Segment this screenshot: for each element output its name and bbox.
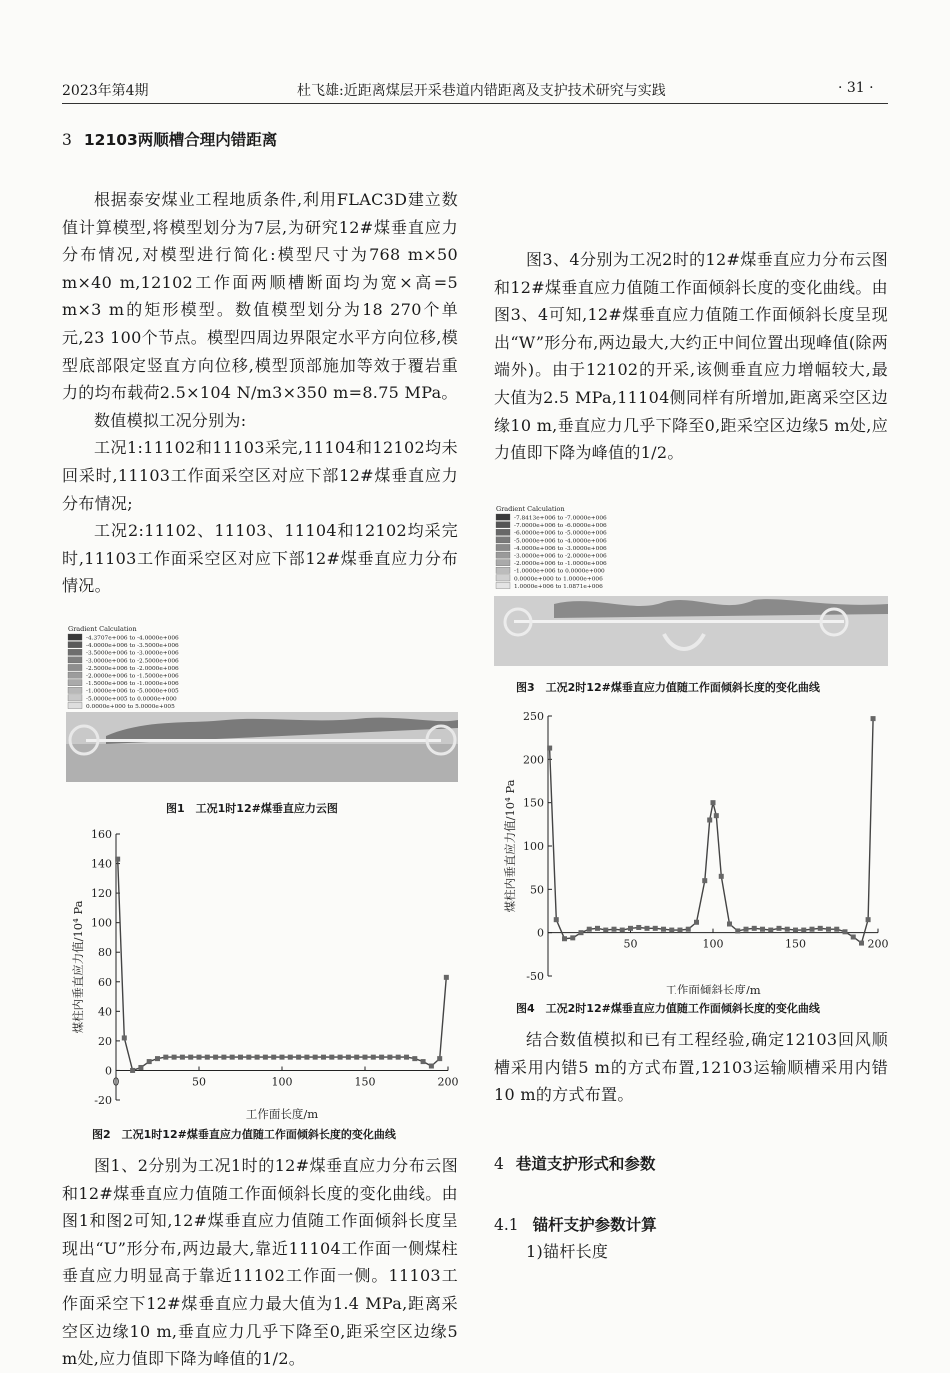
left-text-block-2 [62,1152,458,1373]
x-tick-label: 50 [192,1075,206,1089]
data-point [221,1055,226,1060]
series-line [118,859,447,1070]
data-point [579,930,584,935]
figure-4 [494,704,894,994]
y-tick-label: 140 [91,857,112,871]
data-point [213,1055,218,1060]
legend-label: -2.0000e+006 to -1.0000e+006 [514,561,607,568]
data-point [768,928,773,933]
data-point [354,1055,359,1060]
legend-label: -3.0000e+006 to -2.0000e+006 [514,553,607,560]
data-point [321,1055,326,1060]
legend-swatch [496,552,510,558]
data-point [172,1055,177,1060]
subsection-4-1-title: 锚杆支护参数计算 [532,1216,657,1234]
data-point [288,1055,293,1060]
legend-title: Gradient Calculation [68,625,137,633]
data-point [130,1068,135,1073]
data-point [834,927,839,932]
data-point [752,926,757,931]
data-point [645,926,650,931]
paragraph: 数值模拟工况分别为: [94,410,247,430]
y-tick-label: 0 [105,1064,112,1078]
data-point [444,975,449,980]
data-point [547,746,552,751]
x-tick-label: 100 [702,937,724,951]
data-point [412,1056,417,1061]
data-point [859,941,864,946]
legend-label: 0.0000e+000 to 1.0000e+006 [514,576,603,583]
data-point [702,878,707,883]
figure-4-caption: 图4 工况2时12#煤垂直应力值随工作面倾斜长度的变化曲线 [516,1002,820,1015]
data-point [810,927,815,932]
data-point [188,1055,193,1060]
legend-swatch [68,642,82,648]
page-number: · 31 · [838,80,874,96]
goaf-opening [86,739,441,742]
data-point [122,1035,127,1040]
header-rule [62,103,888,104]
y-tick-label: 50 [530,883,544,897]
figure-2 [62,822,462,1122]
section-3-title: 12103两顺槽合理内错距离 [83,131,278,149]
data-point [280,1055,285,1060]
data-point [197,1055,202,1060]
data-point [851,935,856,940]
y-tick-label: 60 [98,975,112,989]
data-point [387,1055,392,1060]
data-point [554,917,559,922]
data-point [562,936,567,941]
data-point [694,920,699,925]
item-anchor-length [526,1238,826,1266]
x-axis-label: 工作面长度/m [245,1107,319,1121]
x-tick-label: 50 [623,937,638,951]
figure-2-caption: 图2 工况1时12#煤垂直应力值随工作面倾斜长度的变化曲线 [92,1128,396,1141]
section-3-number: 3 [62,131,72,149]
legend-swatch [68,695,82,701]
legend-label: -3.5000e+006 to -3.0000e+006 [86,650,179,657]
legend-label: -3.0000e+006 to -2.5000e+006 [86,658,179,665]
legend-swatch [496,514,510,520]
figure-1-contour [66,624,458,784]
data-point [138,1065,143,1070]
legend-label: -2.5000e+006 to -2.0000e+006 [86,665,179,672]
data-point [155,1056,160,1061]
legend-swatch [68,657,82,663]
data-point [180,1055,185,1060]
y-axis-label: 煤柱内垂直应力值/10⁴ Pa [503,779,517,913]
data-point [147,1059,152,1064]
y-tick-label: 40 [98,1005,112,1019]
data-point [744,927,749,932]
figure-1 [66,624,458,784]
y-tick-label: 0 [537,926,544,940]
legend-label: -2.0000e+006 to -1.5000e+006 [86,673,179,680]
legend-swatch [496,575,510,581]
data-point [379,1055,384,1060]
legend-swatch [68,649,82,655]
y-tick-label: 150 [523,796,544,810]
legend-swatch [496,544,510,550]
paragraph: 根据泰安煤业工程地质条件,利用FLAC3D建立数值计算模型,将模型划分为7层,为研究12#煤垂直应力分布情况,对模型进行简化:模型尺寸为768 m×50 m×40 m,12102工作面两顺槽断面均为宽×高=5 m×3 m的矩形模型。数值模型划分为18 270个单元,23 100个节点。模型四周边界限定水平方向位移,模型底部限定竖直方向位移,模型顶部施加等效于覆岩重力的均布载荷2.5×104 N/m3×350 m=8.75 MPa。 [62,190,458,403]
legend-label: -7.8413e+006 to -7.0000e+006 [514,515,607,522]
data-point [271,1055,276,1060]
subsection-4-1-heading [494,1213,657,1235]
data-point [346,1055,351,1060]
y-tick-label: 100 [523,840,544,853]
legend-swatch [68,664,82,670]
goaf-opening [514,620,844,623]
y-tick-label: 120 [91,887,112,901]
data-point [587,927,592,932]
data-point [304,1055,309,1060]
legend-label: -5.0000e+005 to 0.0000e+000 [86,696,177,703]
data-point [826,927,831,932]
data-point [205,1055,210,1060]
right-text-block-2 [494,246,888,467]
section-4-title: 巷道支护形式和参数 [515,1155,656,1173]
subsection-4-1-number: 4.1 [494,1216,519,1234]
data-point [760,927,765,932]
section-4-heading [494,1152,655,1174]
figure-4-chart [494,704,894,994]
x-tick-label: 200 [437,1075,459,1089]
data-point [396,1055,401,1060]
data-point [255,1055,260,1060]
journal-issue: 2023年第4期 [62,83,149,99]
data-point [686,927,691,932]
data-point [711,800,716,805]
x-tick-label: 150 [785,937,806,951]
data-point [404,1055,409,1060]
data-point [313,1055,318,1060]
left-text-block [62,186,458,600]
paragraph: 图1、2分别为工况1时的12#煤垂直应力分布云图和12#煤垂直应力值随工作面倾斜长度的变化曲线。由图1和图2可知,12#煤垂直应力值随工作面倾斜长度呈现出“U”形分布,两边最大,靠近11104工作面一侧煤柱垂直应力明显高于靠近11102工作面一侧。11103工作面采空下12#煤垂直应力最大值为1.4 MPa,距离采空区边缘10 m,垂直应力几乎下降至0,距采空区边缘5 m处,应力值即下降为峰值的1/2。 [62,1156,458,1369]
data-point [363,1055,368,1060]
figure-3-caption: 图3 工况2时12#煤垂直应力值随工作面倾斜长度的变化曲线 [516,681,820,694]
legend-swatch [496,582,510,588]
data-point [371,1055,376,1060]
paragraph: 工况2:11102、11103、11104和12102均采完时,11103工作面采空区对应下部12#煤垂直应力分布情况。 [62,521,458,596]
x-tick-label: 200 [867,937,889,951]
section-3-heading [62,128,277,150]
legend-swatch [68,680,82,686]
section-4-number: 4 [494,1155,504,1173]
figure-1-caption: 图1 工况1时12#煤垂直应力云图 [166,802,338,815]
data-point [707,818,712,823]
data-point [636,925,641,930]
y-tick-label: 250 [523,710,544,723]
legend-swatch [68,702,82,708]
x-tick-label: 0 [112,1075,120,1089]
legend-label: -4.0000e+006 to -3.5000e+006 [86,643,179,650]
legend-label: -4.0000e+006 to -3.0000e+006 [514,545,607,552]
legend-swatch [496,529,510,535]
data-point [866,917,871,922]
data-point [429,1064,434,1069]
data-point [612,927,617,932]
y-tick-label: 80 [98,946,112,960]
y-tick-label: -20 [94,1094,112,1107]
legend-swatch [496,537,510,543]
data-point [669,928,674,933]
item-1-label: 1)锚杆长度 [526,1242,609,1261]
data-point [603,928,608,933]
data-point [628,926,633,931]
data-point [818,926,823,931]
legend-swatch [68,672,82,678]
data-point [777,926,782,931]
data-point [719,874,724,879]
figure-3-contour [494,504,888,666]
legend-swatch [496,567,510,573]
data-point [246,1055,251,1060]
data-point [230,1055,235,1060]
paragraph: 结合数值模拟和已有工程经验,确定12103回风顺槽采用内错5 m的方式布置,12103运输顺槽采用内错10 m的方式布置。 [494,1030,888,1105]
data-point [843,929,848,934]
data-point [661,927,666,932]
data-point [735,928,740,933]
legend-label: 1.0000e+006 to 1.0871e+006 [514,583,603,590]
paragraph: 图3、4分别为工况2时的12#煤垂直应力分布云图和12#煤垂直应力值随工作面倾斜长度的变化曲线。由图3、4可知,12#煤垂直应力值随工作面倾斜长度呈现出“W”形分布,两边最大,大约正中间位置出现峰值(除两端外)。由于12102的开采,该侧垂直应力增幅较大,最大值为2.5 MPa,11104侧同样有所增加,距离采空区边缘10 m,垂直应力几乎下降至0,距采空区边缘5 m处,应力值即下降为峰值的1/2。 [494,250,888,463]
legend-title: Gradient Calculation [496,505,565,513]
legend-label: -1.0000e+006 to -5.0000e+005 [86,688,179,695]
x-tick-label: 100 [271,1075,293,1089]
figure-2-chart [62,822,462,1122]
legend-label: -5.0000e+006 to -4.0000e+006 [514,538,607,545]
contour-band-lower [66,744,458,782]
data-point [620,928,625,933]
data-point [163,1055,168,1060]
data-point [238,1055,243,1060]
legend-swatch [496,522,510,528]
data-point [793,928,798,933]
data-point [595,926,600,931]
legend-label: -1.0000e+006 to 0.0000e+000 [514,568,605,575]
x-axis-label: 工作面倾斜长度/m [665,983,761,994]
legend-label: -1.5000e+006 to -1.0000e+006 [86,681,179,688]
data-point [437,1056,442,1061]
data-point [263,1055,268,1060]
y-tick-label: 20 [98,1034,112,1048]
y-tick-label: 160 [91,828,112,841]
series-line [550,719,874,944]
legend-label: -6.0000e+006 to -5.0000e+006 [514,530,607,537]
data-point [421,1059,426,1064]
legend-swatch [68,687,82,693]
legend-swatch [496,560,510,566]
data-point [678,928,683,933]
legend-label: 0.0000e+000 to 5.0000e+005 [86,703,175,710]
data-point [653,926,658,931]
legend-swatch [68,634,82,640]
data-point [727,922,732,927]
data-point [338,1055,343,1060]
data-point [714,813,719,818]
x-tick-label: 150 [354,1075,376,1089]
figure-3 [494,504,888,666]
legend-label: -4.3707e+006 to -4.0000e+006 [86,635,179,642]
data-point [329,1055,334,1060]
data-point [296,1055,301,1060]
paragraph: 工况1:11102和11103采完,11104和12102均未回采时,11103工作面采空区对应下部12#煤垂直应力分布情况; [62,438,458,513]
legend-label: -7.0000e+006 to -6.0000e+006 [514,523,607,530]
y-tick-label: -50 [526,970,544,983]
y-tick-label: 200 [523,753,544,767]
data-point [785,927,790,932]
data-point [115,857,120,862]
y-axis-label: 煤柱内垂直应力值/10⁴ Pa [71,900,85,1034]
running-title: 杜飞雄:近距离煤层开采巷道内错距离及支护技术研究与实践 [297,83,666,99]
right-text-block-3 [494,1026,888,1109]
data-point [871,716,876,721]
data-point [570,935,575,940]
data-point [801,928,806,933]
y-tick-label: 100 [91,916,112,930]
